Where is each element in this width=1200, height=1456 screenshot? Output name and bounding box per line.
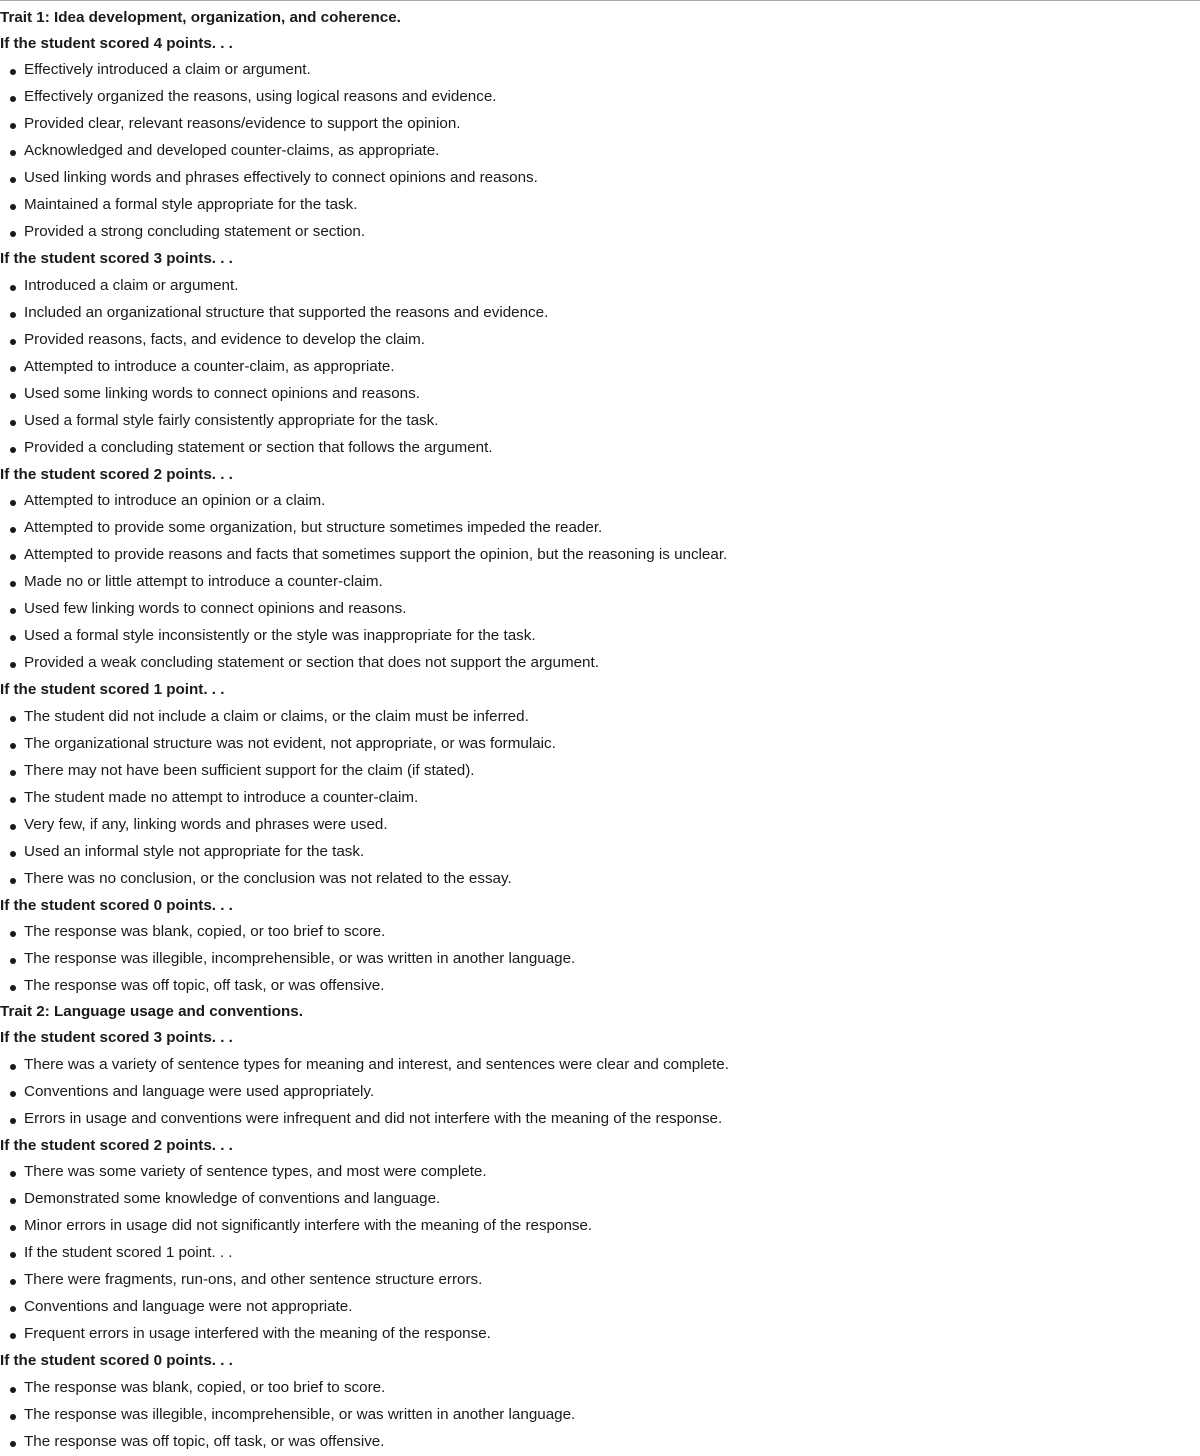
bullet-icon xyxy=(10,1225,16,1231)
bullet-icon xyxy=(10,824,16,830)
criterion-item xyxy=(0,542,1200,569)
criterion-item xyxy=(0,219,1200,246)
bullet-icon xyxy=(10,931,16,937)
criterion-item xyxy=(0,515,1200,542)
criterion-text: Used linking words and phrases effectively to connect opinions and reasons. xyxy=(24,169,538,187)
score-level-heading: If the student scored 4 points. . . xyxy=(0,34,233,52)
bullet-icon xyxy=(10,447,16,453)
criterion-item xyxy=(0,408,1200,435)
criterion-text: There may not have been sufficient support for the claim (if stated). xyxy=(24,761,475,779)
criterion-item xyxy=(0,866,1200,893)
bullet-icon xyxy=(10,554,16,560)
criterion-text: The response was off topic, off task, or was offensive. xyxy=(24,977,385,995)
criterion-item xyxy=(0,1106,1200,1133)
bullet-icon xyxy=(10,1333,16,1339)
criterion-text: The organizational structure was not evident, not appropriate, or was formulaic. xyxy=(24,734,556,752)
criterion-text: Attempted to introduce a counter-claim, as appropriate. xyxy=(24,357,395,375)
criterion-item xyxy=(0,1213,1200,1240)
criterion-text: If the student scored 1 point. . . xyxy=(24,1244,233,1262)
score-level-heading: If the student scored 3 points. . . xyxy=(0,1028,233,1046)
bullet-icon xyxy=(10,527,16,533)
criterion-item xyxy=(0,812,1200,839)
criterion-item xyxy=(0,1052,1200,1079)
trait-title: Trait 1: Idea development, organization, and coherence. xyxy=(0,9,401,26)
criterion-item xyxy=(0,839,1200,866)
score-level-heading: If the student scored 0 points. . . xyxy=(0,896,233,914)
criterion-text: Attempted to provide reasons and facts that sometimes support the opinion, but the reasoning is unclear. xyxy=(24,546,728,564)
criterion-item xyxy=(0,192,1200,219)
bullet-icon xyxy=(10,339,16,345)
criterion-item xyxy=(0,84,1200,111)
score-level-heading: If the student scored 3 points. . . xyxy=(0,250,233,267)
criterion-item xyxy=(0,650,1200,677)
criterion-item xyxy=(0,300,1200,327)
criterion-text: Effectively organized the reasons, using logical reasons and evidence. xyxy=(24,88,497,106)
criterion-item xyxy=(0,273,1200,300)
criterion-text: Frequent errors in usage interfered with the meaning of the response. xyxy=(24,1325,491,1343)
bullet-icon xyxy=(10,958,16,964)
criterion-item xyxy=(0,354,1200,381)
criterion-text: Provided reasons, facts, and evidence to develop the claim. xyxy=(24,330,426,348)
criterion-text: Conventions and language were not appropriate. xyxy=(24,1298,353,1316)
rubric-table xyxy=(0,6,1200,1456)
criterion-item xyxy=(0,1079,1200,1106)
criterion-text: There was no conclusion, or the conclusion was not related to the essay. xyxy=(24,869,512,887)
score-level-heading: If the student scored 0 points. . . xyxy=(0,1352,233,1369)
bullet-icon xyxy=(10,312,16,318)
bullet-icon xyxy=(10,635,16,641)
criterion-item xyxy=(0,731,1200,758)
criterion-text: Provided a strong concluding statement or section. xyxy=(24,223,366,241)
bullet-icon xyxy=(10,851,16,857)
criterion-item xyxy=(0,138,1200,165)
bullet-icon xyxy=(10,743,16,749)
bullet-icon xyxy=(10,1441,16,1447)
bullet-icon xyxy=(10,1252,16,1258)
criterion-item xyxy=(0,1321,1200,1348)
criterion-text: Errors in usage and conventions were infrequent and did not interfere with the meaning of the response. xyxy=(24,1109,723,1127)
criterion-text: There was some variety of sentence types, and most were complete. xyxy=(24,1163,487,1181)
criterion-item xyxy=(0,1429,1200,1456)
bullet-icon xyxy=(10,878,16,884)
bullet-icon xyxy=(10,177,16,183)
bullet-icon xyxy=(10,985,16,991)
criterion-text: Effectively introduced a claim or argument. xyxy=(24,61,311,79)
criterion-item xyxy=(0,435,1200,462)
bullet-icon xyxy=(10,662,16,668)
criterion-item xyxy=(0,758,1200,785)
criterion-text: Used some linking words to connect opinions and reasons. xyxy=(24,384,420,402)
bullet-icon xyxy=(10,770,16,776)
criterion-text: The response was blank, copied, or too brief to score. xyxy=(24,1378,386,1396)
criterion-text: Attempted to provide some organization, but structure sometimes impeded the reader. xyxy=(24,519,603,537)
criterion-text: The response was off topic, off task, or was offensive. xyxy=(24,1432,385,1450)
bullet-icon xyxy=(10,393,16,399)
criterion-item xyxy=(0,569,1200,596)
bullet-icon xyxy=(10,1118,16,1124)
bullet-icon xyxy=(10,1387,16,1393)
bullet-icon xyxy=(10,500,16,506)
criterion-text: Provided a weak concluding statement or section that does not support the argument. xyxy=(24,654,599,672)
criterion-text: There was a variety of sentence types for meaning and interest, and sentences were clear and complete. xyxy=(24,1055,729,1073)
criterion-text: Used an informal style not appropriate for the task. xyxy=(24,842,365,860)
criterion-item xyxy=(0,785,1200,812)
score-level-heading: If the student scored 2 points. . . xyxy=(0,1136,233,1154)
criterion-text: Maintained a formal style appropriate for the task. xyxy=(24,196,358,214)
criterion-item xyxy=(0,57,1200,84)
criterion-item xyxy=(0,1159,1200,1186)
criterion-item xyxy=(0,596,1200,623)
criterion-item xyxy=(0,1294,1200,1321)
criterion-text: Made no or little attempt to introduce a counter-claim. xyxy=(24,573,383,591)
criterion-item xyxy=(0,165,1200,192)
criterion-item xyxy=(0,973,1200,1000)
criterion-text: Used few linking words to connect opinions and reasons. xyxy=(24,600,407,618)
criterion-text: There were fragments, run-ons, and other sentence structure errors. xyxy=(24,1271,483,1289)
criterion-item xyxy=(0,488,1200,515)
bullet-icon xyxy=(10,1091,16,1097)
criterion-text: Very few, if any, linking words and phrases were used. xyxy=(24,815,388,833)
criterion-text: The response was blank, copied, or too brief to score. xyxy=(24,923,386,941)
score-level-heading: If the student scored 2 points. . . xyxy=(0,465,233,483)
criterion-text: Attempted to introduce an opinion or a claim. xyxy=(24,492,326,510)
criterion-item xyxy=(0,1186,1200,1213)
criterion-item xyxy=(0,946,1200,973)
bullet-icon xyxy=(10,150,16,156)
criterion-item xyxy=(0,919,1200,946)
score-level-heading: If the student scored 1 point. . . xyxy=(0,681,225,698)
bullet-icon xyxy=(10,1414,16,1420)
criterion-item xyxy=(0,1267,1200,1294)
bullet-icon xyxy=(10,1198,16,1204)
criterion-text: The response was illegible, incomprehensible, or was written in another language. xyxy=(24,1405,576,1423)
bullet-icon xyxy=(10,1306,16,1312)
criterion-item xyxy=(0,623,1200,650)
criterion-text: Used a formal style fairly consistently appropriate for the task. xyxy=(24,411,439,429)
criterion-text: Used a formal style inconsistently or the style was inappropriate for the task. xyxy=(24,627,536,645)
bullet-icon xyxy=(10,366,16,372)
top-rule xyxy=(0,0,1200,1)
criterion-item xyxy=(0,1375,1200,1402)
criterion-item xyxy=(0,1240,1200,1267)
criterion-text: Demonstrated some knowledge of conventions and language. xyxy=(24,1190,441,1208)
criterion-text: Included an organizational structure that supported the reasons and evidence. xyxy=(24,303,549,321)
criterion-item xyxy=(0,111,1200,138)
bullet-icon xyxy=(10,1064,16,1070)
bullet-icon xyxy=(10,69,16,75)
criterion-text: Conventions and language were used appropriately. xyxy=(24,1082,375,1100)
bullet-icon xyxy=(10,96,16,102)
bullet-icon xyxy=(10,123,16,129)
criterion-text: Minor errors in usage did not significantly interfere with the meaning of the response. xyxy=(24,1217,593,1235)
criterion-text: The response was illegible, incomprehensible, or was written in another language. xyxy=(24,950,576,968)
bullet-icon xyxy=(10,581,16,587)
criterion-item xyxy=(0,381,1200,408)
criterion-text: Introduced a claim or argument. xyxy=(24,276,239,294)
trait-title: Trait 2: Language usage and conventions. xyxy=(0,1003,303,1021)
bullet-icon xyxy=(10,1171,16,1177)
criterion-item xyxy=(0,1402,1200,1429)
bullet-icon xyxy=(10,716,16,722)
bullet-icon xyxy=(10,608,16,614)
bullet-icon xyxy=(10,231,16,237)
criterion-item xyxy=(0,327,1200,354)
criterion-text: The student made no attempt to introduce a counter-claim. xyxy=(24,788,419,806)
criterion-text: Acknowledged and developed counter-claims, as appropriate. xyxy=(24,142,440,160)
criterion-text: The student did not include a claim or claims, or the claim must be inferred. xyxy=(24,707,529,725)
bullet-icon xyxy=(10,1279,16,1285)
criterion-item xyxy=(0,704,1200,731)
criterion-text: Provided a concluding statement or section that follows the argument. xyxy=(24,438,493,456)
bullet-icon xyxy=(10,204,16,210)
bullet-icon xyxy=(10,420,16,426)
bullet-icon xyxy=(10,797,16,803)
criterion-text: Provided clear, relevant reasons/evidence to support the opinion. xyxy=(24,115,461,133)
bullet-icon xyxy=(10,285,16,291)
